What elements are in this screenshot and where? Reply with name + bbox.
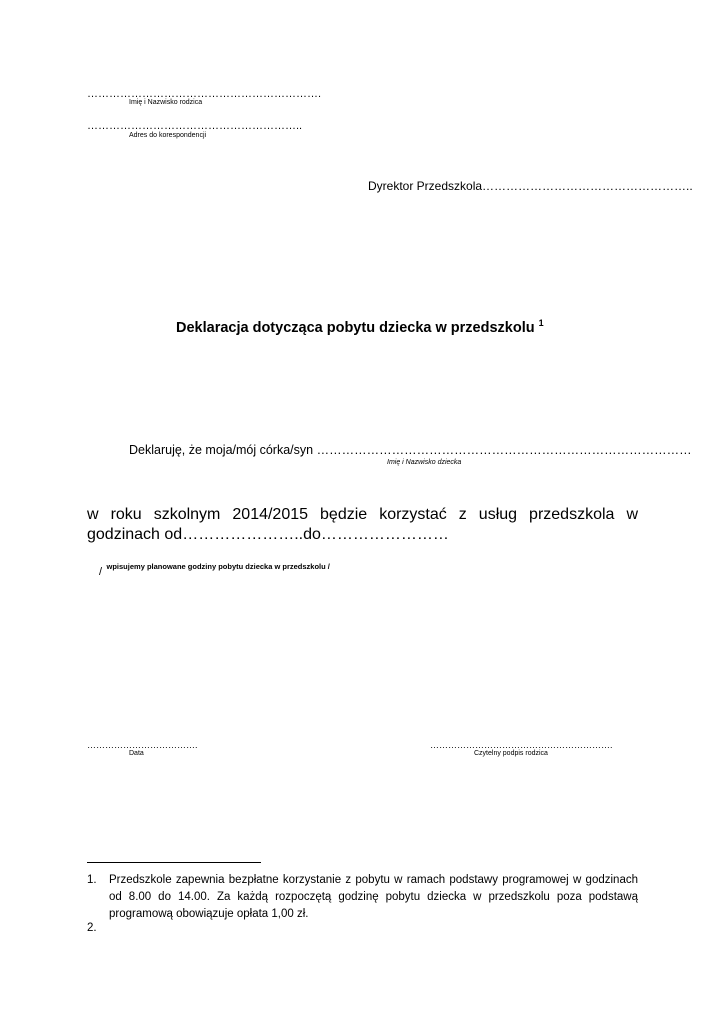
hours-note-slash: / xyxy=(99,566,103,578)
address-caption: Adres do korespondencji xyxy=(129,132,207,139)
document-title xyxy=(176,318,544,336)
footnote-1-text: Przedszkole zapewnia bezpłatne korzystanie z pobytu w ramach podstawy programowej w godzinach od 8.00 do 14.00. Za każdą rozpoczętą godzinę pobytu dziecka w przedszkolu poza podstawą programową obowiązuje opłata 1,00 zł. xyxy=(109,874,638,920)
signature-caption: Czytelny podpis rodzica xyxy=(474,750,548,757)
signature-line: ……………………………………………………. xyxy=(430,740,613,750)
footnote-2 xyxy=(87,920,638,937)
date-caption: Data xyxy=(129,750,144,757)
child-name-caption: Imię i Nazwisko dziecka xyxy=(387,459,462,466)
footnote-1 xyxy=(87,872,638,924)
hours-note-text: wpisujemy planowane godziny pobytu dziecka w przedszkolu / xyxy=(106,562,330,571)
parent-name-caption: Imię i Nazwisko rodzica xyxy=(129,99,203,106)
recipient-line: Dyrektor Przedszkola…………………………………………….. xyxy=(368,179,693,193)
hours-note xyxy=(99,556,330,578)
date-line: ………………………………. xyxy=(87,740,198,750)
address-line: ………………………………………………….. xyxy=(87,120,303,132)
footnote-1-number: 1. xyxy=(87,874,97,886)
parent-name-line: ………………………………………………………. xyxy=(87,88,322,100)
title-footnote-ref: 1 xyxy=(538,318,544,328)
footnote-separator xyxy=(87,862,261,863)
document-title-text: Deklaracja dotycząca pobytu dziecka w przedszkolu xyxy=(176,319,535,336)
footnote-2-number: 2. xyxy=(87,922,97,934)
declaration-line: Deklaruję, że moja/mój córka/syn ……………………………………………………………………………… xyxy=(129,443,692,457)
main-paragraph: w roku szkolnym 2014/2015 będzie korzystać z usług przedszkola w godzinach od…………………..do…………………… xyxy=(87,506,638,543)
